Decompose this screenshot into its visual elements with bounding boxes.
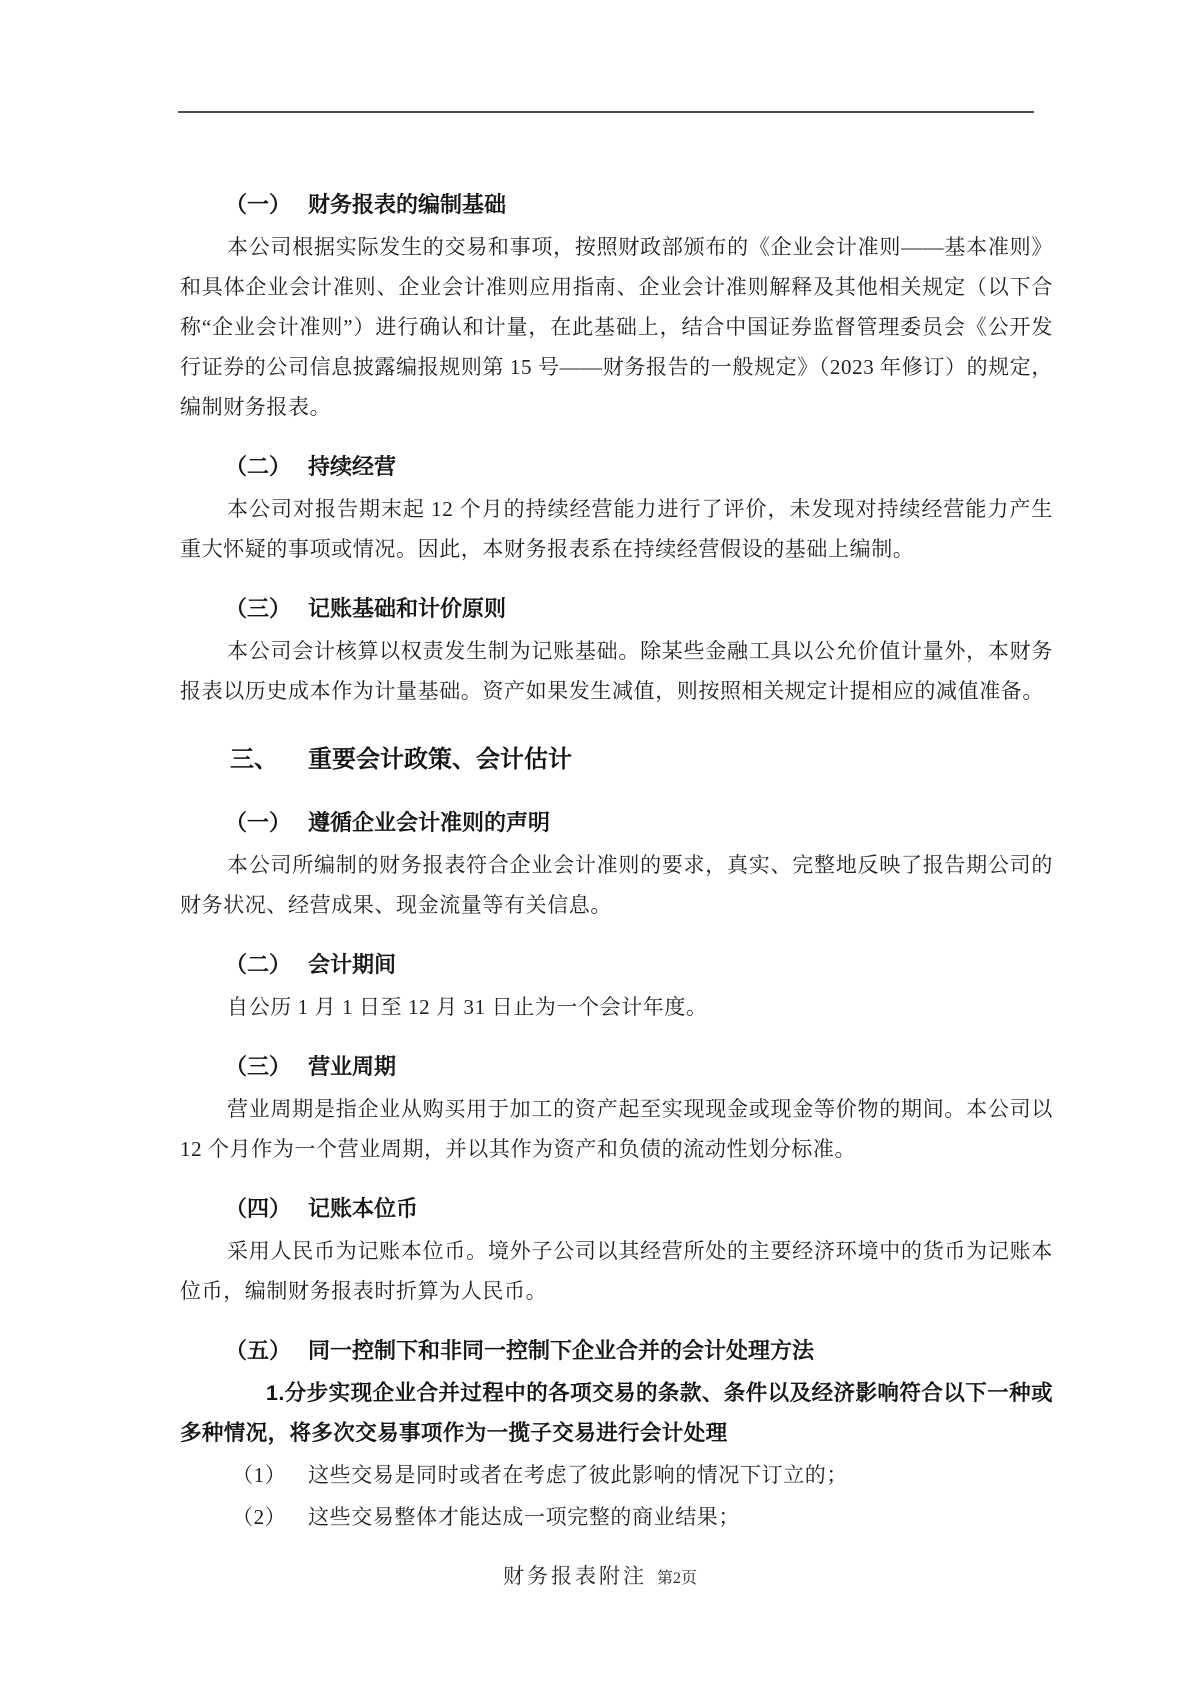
header-rule [178, 111, 1034, 113]
heading-title: 营业周期 [308, 1054, 397, 1079]
heading-going-concern [180, 447, 1053, 487]
list-number: （2） [232, 1505, 287, 1529]
heading-functional-currency [180, 1189, 1053, 1229]
paragraph-basis-of-preparation: 本公司根据实际发生的交易和事项，按照财政部颁布的《企业会计准则——基本准则》和具体企业会计准则、企业会计准则应用指南、企业会计准则解释及其他相关规定（以下合称“企业会计准则”）进行确认和计量，在此基础上，结合中国证券监督管理委员会《公开发行证券的公司信息披露编报规则第 15 号——财务报告的一般规定》（2023 年修订）的规定，编制财务报表。 [180, 235, 1053, 419]
list-item-text: 这些交易整体才能达成一项完整的商业结果； [308, 1505, 740, 1529]
heading-title: 持续经营 [308, 454, 397, 479]
list-number: 1. [266, 1381, 285, 1405]
heading-number: （一） [225, 192, 292, 217]
paragraph-functional-currency: 采用人民币为记账本位币。境外子公司以其经营所处的主要经济环境中的货币为记账本位币，编制财务报表时折算为人民币。 [180, 1239, 1053, 1303]
list-number: （1） [232, 1463, 287, 1487]
list-item-condition-2 [180, 1497, 1053, 1537]
heading-number: （二） [225, 454, 292, 479]
page-footer [0, 1556, 1200, 1599]
list-item-text: 这些交易是同时或者在考虑了彼此影响的情况下订立的； [308, 1463, 848, 1487]
footer-title: 财务报表附注 [502, 1564, 647, 1588]
heading-basis-of-preparation [180, 185, 1053, 225]
heading-accounting-period [180, 945, 1053, 985]
heading-title: 会计期间 [308, 952, 397, 977]
paragraph-operating-cycle: 营业周期是指企业从购买用于加工的资产起至实现现金或现金等价物的期间。本公司以 12 个月作为一个营业周期，并以其作为资产和负债的流动性划分标准。 [180, 1097, 1053, 1161]
heading-title: 财务报表的编制基础 [308, 192, 507, 217]
heading-compliance-statement [180, 803, 1053, 843]
paragraph-compliance-statement: 本公司所编制的财务报表符合企业会计准则的要求，真实、完整地反映了报告期公司的财务状况、经营成果、现金流量等有关信息。 [180, 853, 1053, 917]
heading-title: 遵循企业会计准则的声明 [308, 810, 551, 835]
footer-page-number: 第2页 [656, 1570, 697, 1587]
heading-significant-policies [180, 737, 1053, 783]
heading-number: （三） [225, 596, 292, 621]
paragraph-accounting-basis: 本公司会计核算以权责发生制为记账基础。除某些金融工具以公允价值计量外，本财务报表以历史成本作为计量基础。资产如果发生减值，则按照相关规定计提相应的减值准备。 [180, 639, 1053, 703]
paragraph-bundled-transactions [180, 1373, 1053, 1453]
heading-title: 同一控制下和非同一控制下企业合并的会计处理方法 [308, 1338, 815, 1363]
heading-number: 三、 [230, 746, 278, 773]
paragraph-text: 分步实现企业合并过程中的各项交易的条款、条件以及经济影响符合以下一种或多种情况，将多次交易事项作为一揽子交易进行会计处理 [180, 1381, 1053, 1445]
list-item-condition-1 [180, 1455, 1053, 1495]
heading-number: （四） [225, 1196, 292, 1221]
heading-operating-cycle [180, 1047, 1053, 1087]
heading-number: （一） [225, 810, 292, 835]
heading-business-combination [180, 1331, 1053, 1371]
heading-accounting-basis [180, 589, 1053, 629]
paragraph-accounting-period: 自公历 1 月 1 日至 12 月 31 日止为一个会计年度。 [227, 995, 708, 1019]
document-content [180, 165, 1053, 1539]
heading-title: 记账基础和计价原则 [308, 596, 507, 621]
paragraph-going-concern: 本公司对报告期末起 12 个月的持续经营能力进行了评价，未发现对持续经营能力产生重大怀疑的事项或情况。因此，本财务报表系在持续经营假设的基础上编制。 [180, 497, 1053, 561]
heading-title: 记账本位币 [308, 1196, 419, 1221]
heading-title: 重要会计政策、会计估计 [308, 746, 572, 773]
heading-number: （三） [225, 1054, 292, 1079]
heading-number: （五） [225, 1338, 292, 1363]
heading-number: （二） [225, 952, 292, 977]
